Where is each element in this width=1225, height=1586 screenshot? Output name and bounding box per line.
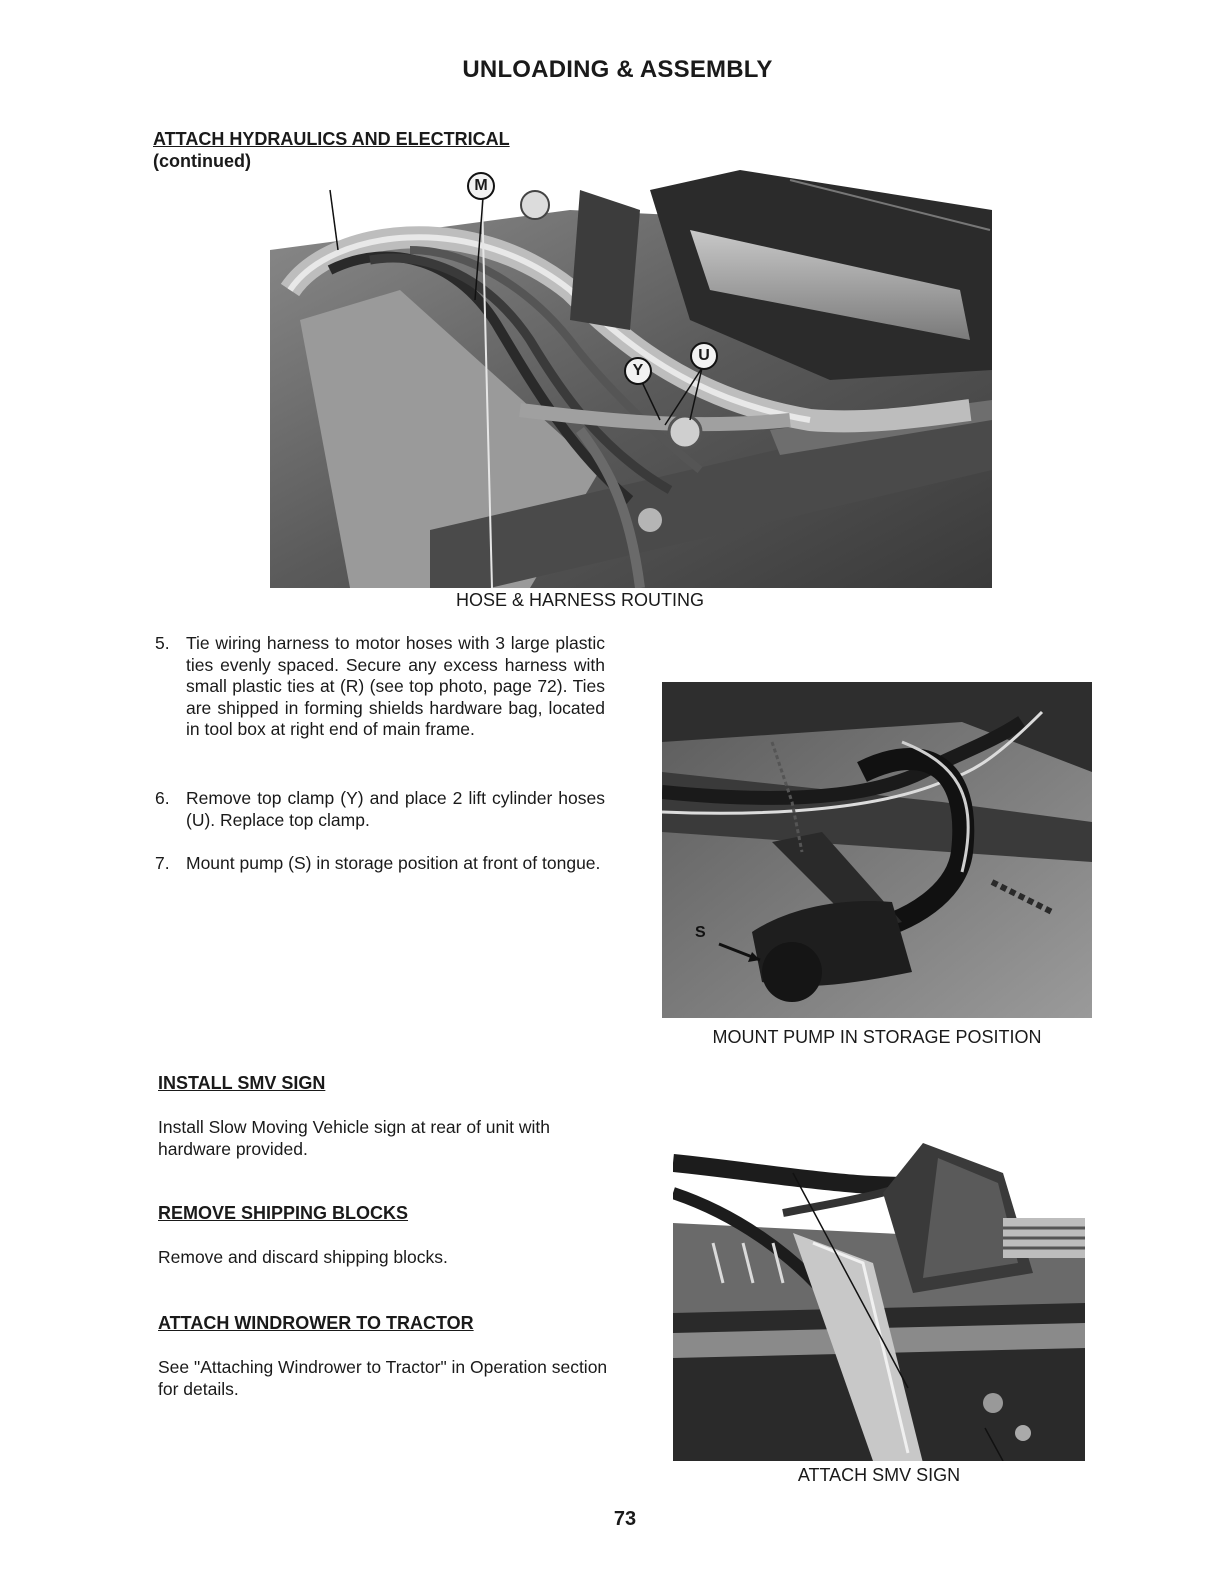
step-7 [155,853,605,875]
caption-attach-smv: ATTACH SMV SIGN [797,1465,961,1485]
caption-mount-pump: MOUNT PUMP IN STORAGE POSITION [712,1027,1042,1047]
pump-storage-photo [662,682,1092,1018]
label-u: U [690,342,718,370]
section-heading-hydraulics: ATTACH HYDRAULICS AND ELECTRICAL [153,129,510,149]
page-title: UNLOADING & ASSEMBLY [462,56,773,83]
step-6 [155,788,605,831]
step-number: 5. [155,633,170,653]
step-number: 7. [155,853,170,873]
step-5 [155,633,605,741]
section-heading-smv: INSTALL SMV SIGN [158,1073,326,1093]
step-text: Tie wiring harness to motor hoses with 3 large plastic ties evenly spaced. Secure any excess harness with small plastic ties at (R) (see top photo, page 72). Ties are shipped in forming shields hardware bag, located in tool box at right end of main frame. [186,633,605,739]
blocks-text: Remove and discard shipping blocks. [158,1247,448,1267]
step-text: Mount pump (S) in storage position at front of tongue. [186,853,601,873]
label-s: S [695,924,706,941]
section-heading-tractor: ATTACH WINDROWER TO TRACTOR [158,1313,474,1333]
section-heading-blocks: REMOVE SHIPPING BLOCKS [158,1203,409,1223]
smv-sign-photo [673,1133,1085,1461]
section-subheading-continued: (continued) [153,151,251,171]
label-m: M [467,172,495,200]
caption-hose-harness: HOSE & HARNESS ROUTING [455,590,705,610]
label-y: Y [624,357,652,385]
tractor-text: See "Attaching Windrower to Tractor" in Operation section for details. [158,1357,608,1399]
smv-text: Install Slow Moving Vehicle sign at rear of unit with hardware provided. [158,1117,550,1159]
hose-harness-photo [270,170,992,588]
step-text: Remove top clamp (Y) and place 2 lift cylinder hoses (U). Replace top clamp. [186,788,605,830]
page-number: 73 [613,1508,637,1530]
step-number: 6. [155,788,170,808]
